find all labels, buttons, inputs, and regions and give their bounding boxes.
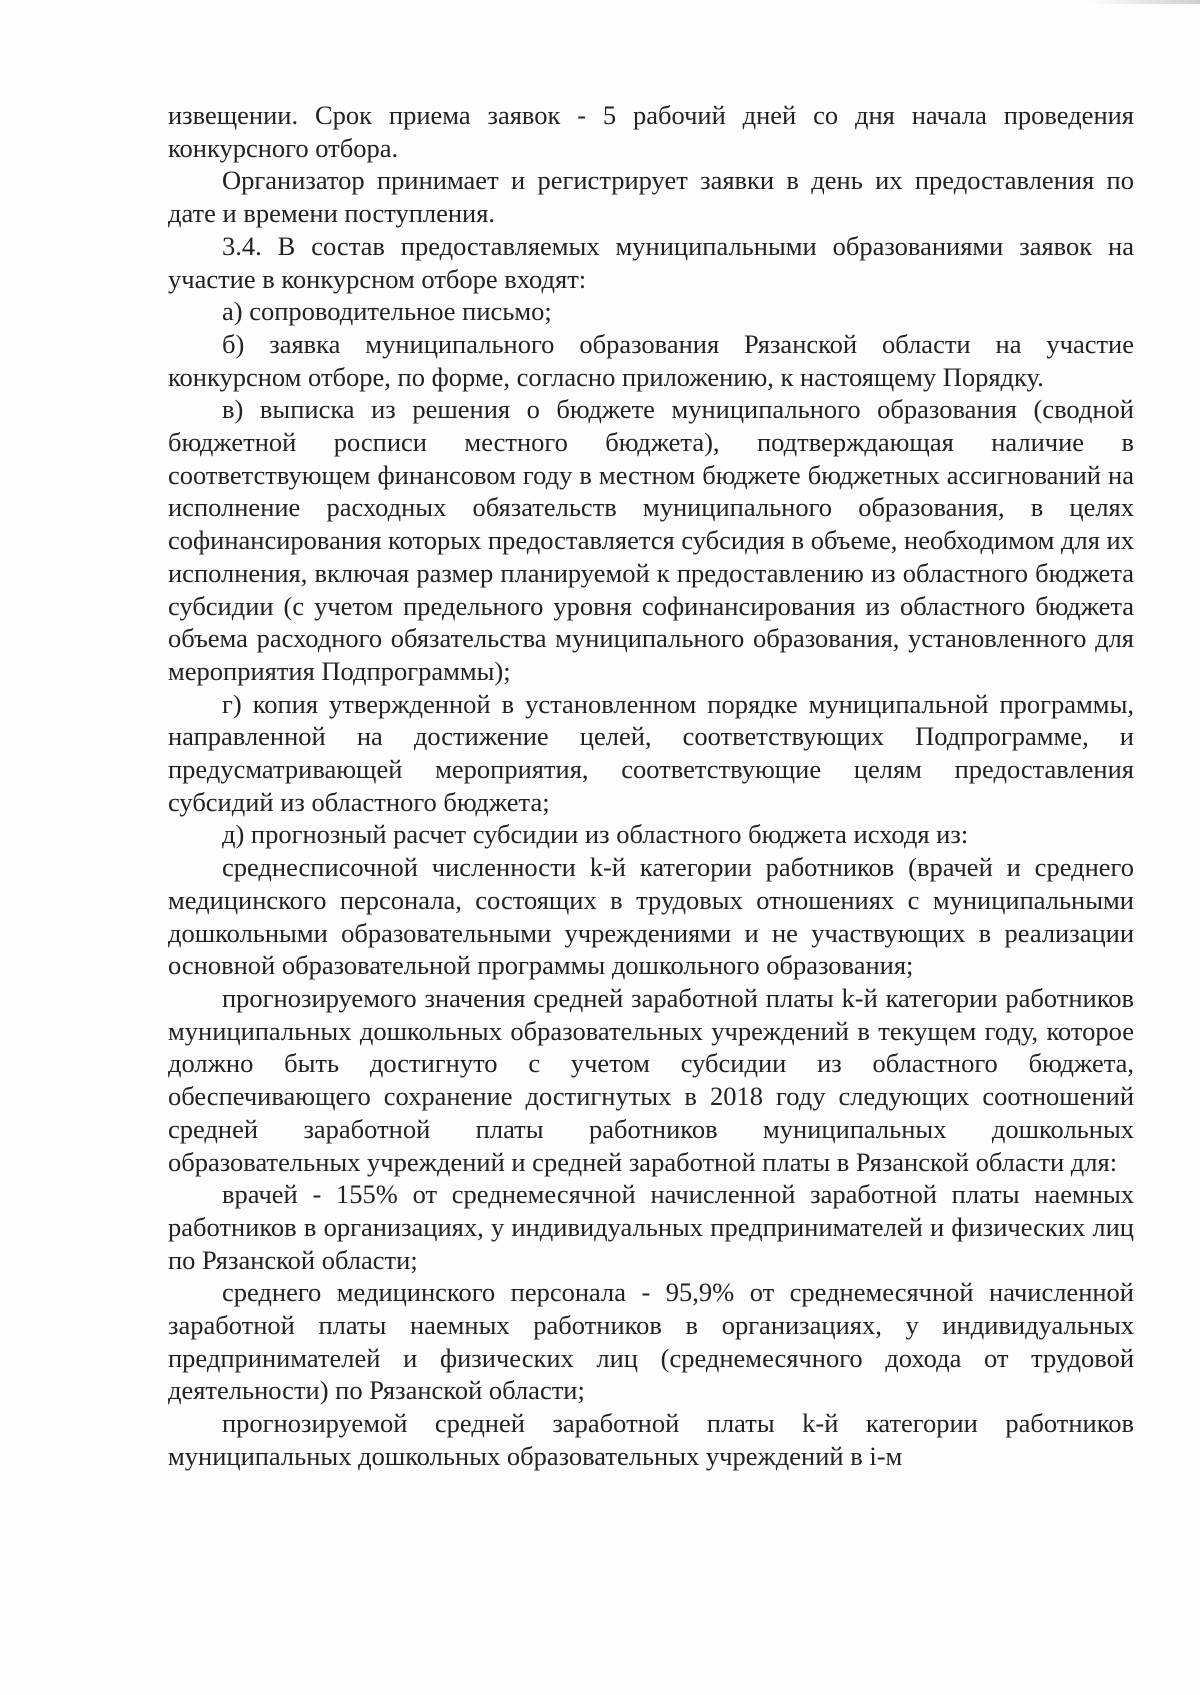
paragraph-3-4: 3.4. В состав предоставляемых муниципальными образованиями заявок на участие в конкурсном отборе входят: [168,230,1134,294]
paragraph-registration: Организатор принимает и регистрирует заявки в день их предоставления по дате и времени поступления. [168,165,1134,229]
item-g: г) копия утвержденной в установленном порядке муниципальной программы, направленной на достижение целей, соответствующих Подпрограмме, и предусматривающей мероприятия, соответствующие целям предоставления субсидий из областного бюджета; [168,688,1134,817]
item-v: в) выписка из решения о бюджете муниципального образования (сводной бюджетной росписи местного бюджета), подтверждающая наличие в соответствующем финансовом году в местном бюджете бюджетных ассигнований на исполнение расходных обязательств муниципального образования, в целях софинансирования которых предоставляется субсидия в объеме, необходимом для их исполнения, включая размер планируемой к предоставлению из областного бюджета субсидии (с учетом предельного уровня софинансирования из областного бюджета объема расходного обязательства муниципального образования, установленного для мероприятия Подпрограммы); [168,394,1134,686]
item-d-medical-staff: среднего медицинского персонала - 95,9% от среднемесячной начисленной заработной платы наемных работников в организациях, у индивидуальных предпринимателей и физических лиц (среднемесячного дохода от трудовой деятельности) по Рязанской области; [168,1277,1134,1406]
item-a: а) сопроводительное письмо; [222,296,552,327]
item-d-doctors: врачей - 155% от среднемесячной начисленной заработной платы наемных работников в организациях, у индивидуальных предпринимателей и физических лиц по Рязанской области; [168,1179,1134,1275]
scan-artifact [1090,0,1200,4]
paragraph-continuation: извещении. Срок приема заявок - 5 рабочий дней со дня начала проведения конкурсного отбора. [168,100,1134,163]
item-d: д) прогнозный расчет субсидии из областного бюджета исходя из: [222,819,969,850]
item-d-forecast-average: прогнозируемой средней заработной платы k-й категории работников муниципальных дошкольных образовательных учреждений в i-м [168,1408,1134,1471]
item-d-headcount: среднесписочной численности k-й категории работников (врачей и среднего медицинского персонала, состоящих в трудовых отношениях с муниципальными дошкольными образовательными учреждениями и не участвующих в реализации основной образовательной программы дошкольного образования; [168,852,1134,981]
item-d-forecast-salary: прогнозируемого значения средней заработной платы k-й категории работников муниципальных дошкольных образовательных учреждений в текущем году, которое должно быть достигнуто с учетом субсидии из областного бюджета, обеспечивающего сохранение достигнутых в 2018 году следующих соотношений средней заработной платы работников муниципальных дошкольных образовательных учреждений и средней заработной платы в Рязанской области для: [168,982,1134,1177]
document-body [168,99,1134,1473]
item-b: б) заявка муниципального образования Рязанской области на участие конкурсном отборе, по форме, согласно приложению, к настоящему Порядку. [168,328,1134,392]
